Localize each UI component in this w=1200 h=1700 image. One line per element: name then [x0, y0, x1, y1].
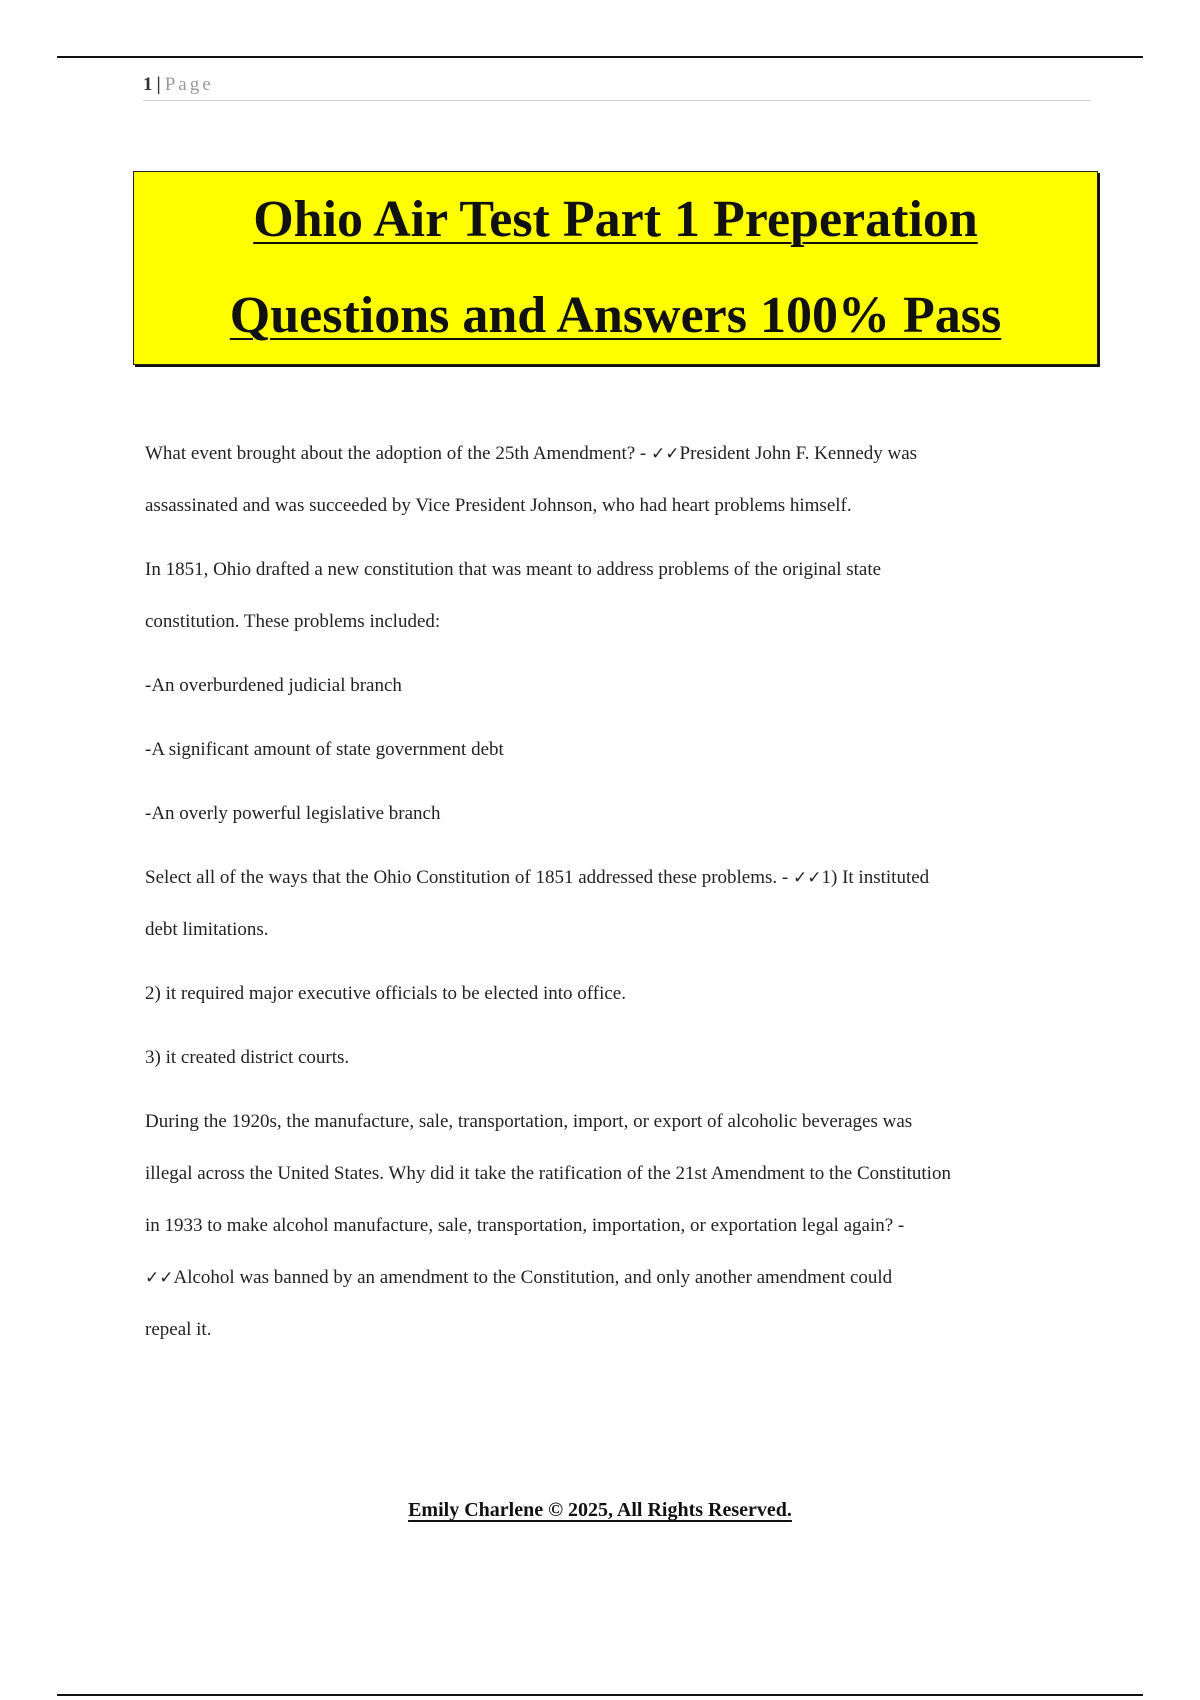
problem-item-legislative: -An overly powerful legislative branch: [145, 803, 441, 824]
top-border-rule: [57, 56, 1143, 58]
check-icon: ✓✓: [651, 444, 680, 464]
check-icon: ✓✓: [793, 868, 822, 888]
document-body: [145, 428, 1093, 1356]
page-number: 1: [143, 74, 153, 95]
answer-executive-officials: 2) it required major executive officials to be elected into office.: [145, 983, 626, 1004]
ohio-1851-intro-line-2: constitution. These problems included:: [145, 611, 441, 632]
bottom-border-rule: [57, 1694, 1143, 1696]
question-21st-amendment-line-2: illegal across the United States. Why did it take the ratification of the 21st Amendment to the Constitution: [145, 1163, 951, 1184]
question-ohio-1851: Select all of the ways that the Ohio Constitution of 1851 addressed these problems. - ✓✓1) It instituted: [145, 867, 930, 888]
answer-25th-amendment: assassinated and was succeeded by Vice President Johnson, who had heart problems himself.: [145, 495, 852, 516]
answer-district-courts: 3) it created district courts.: [145, 1047, 350, 1068]
check-icon: ✓✓: [145, 1268, 174, 1288]
page-header: [143, 72, 1091, 101]
page-separator: |: [156, 74, 161, 95]
title-line-2: Questions and Answers 100% Pass: [229, 287, 1002, 344]
question-21st-amendment-line-1: During the 1920s, the manufacture, sale, transportation, import, or export of alcoholic beverages was: [145, 1111, 913, 1132]
title-line-1: Ohio Air Test Part 1 Preperation: [253, 191, 978, 248]
question-21st-amendment-line-3: in 1933 to make alcohol manufacture, sale, transportation, importation, or exportation legal again? -: [145, 1215, 905, 1236]
problem-item-debt: -A significant amount of state government debt: [145, 739, 504, 760]
title-box: [133, 171, 1098, 365]
question-25th-amendment: What event brought about the adoption of the 25th Amendment? - ✓✓President John F. Kennedy was: [145, 443, 918, 464]
problem-item-judicial: -An overburdened judicial branch: [145, 675, 402, 696]
ohio-1851-intro-line-1: In 1851, Ohio drafted a new constitution that was meant to address problems of the original state: [145, 559, 882, 580]
answer-21st-amendment-end: repeal it.: [145, 1319, 212, 1340]
copyright-footer: Emily Charlene © 2025, All Rights Reserved.: [408, 1499, 792, 1521]
answer-debt-limitations: debt limitations.: [145, 919, 269, 940]
page-word: Page: [164, 74, 214, 95]
answer-21st-amendment: ✓✓Alcohol was banned by an amendment to the Constitution, and only another amendment could: [145, 1267, 893, 1288]
